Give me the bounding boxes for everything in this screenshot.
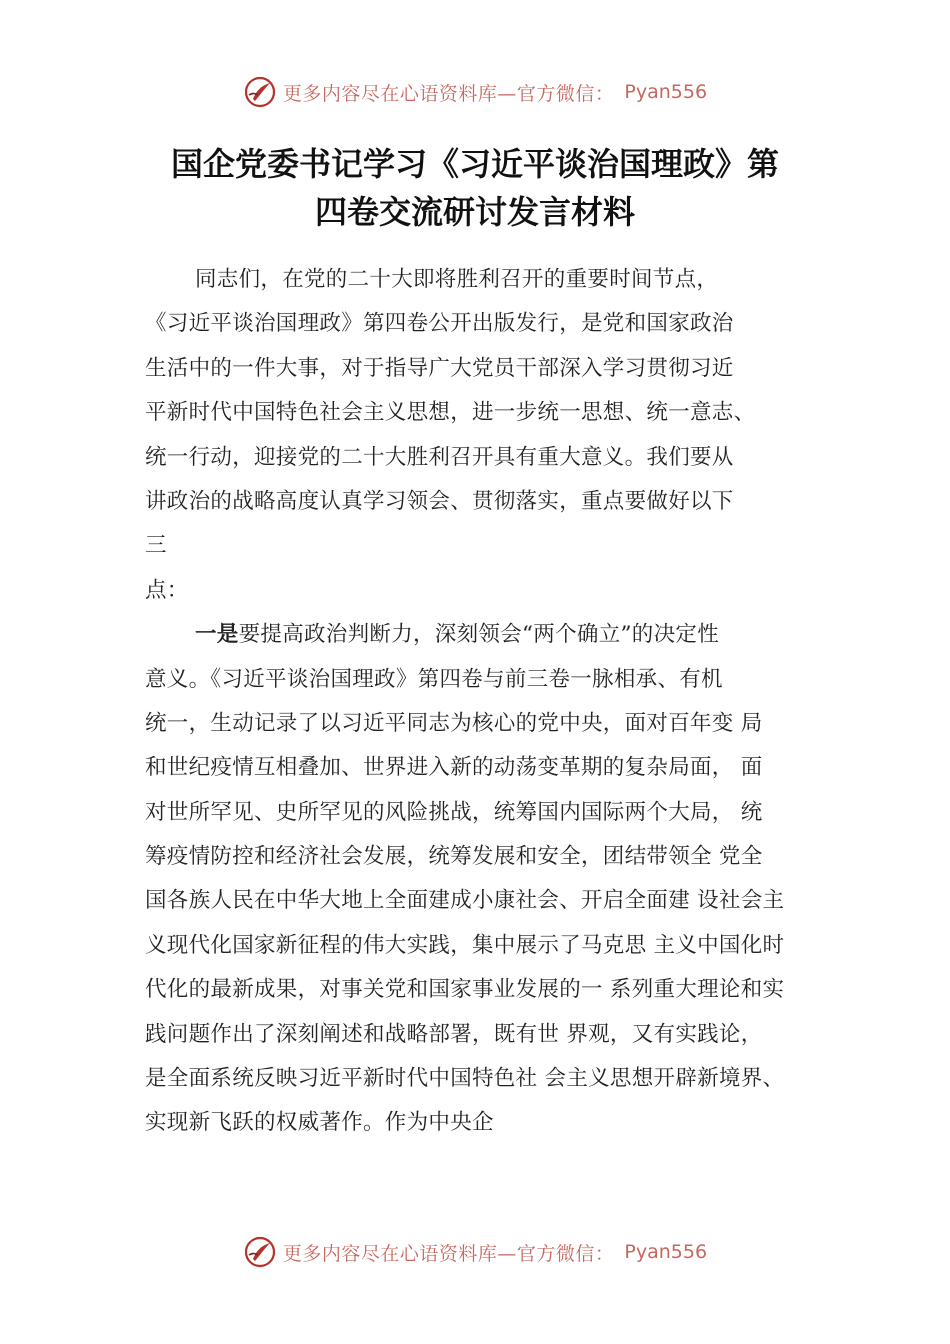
text-line: 是全面系统反映习近平新时代中国特色社 会主义思想开辟新境界、: [145, 1066, 785, 1092]
title-line-2: 四卷交流研讨发言材料: [314, 193, 635, 231]
banner-content: [243, 1235, 707, 1269]
text-line: 《习近平谈治国理政》第四卷公开出版发行，是党和国家政治: [145, 311, 734, 337]
logo-icon: [243, 1235, 277, 1269]
text-line: 代化的最新成果，对事关党和国家事业发展的一 系列重大理论和实: [145, 977, 785, 1003]
text-line: 同志们，在党的二十大即将胜利召开的重要时间节点，: [195, 267, 719, 292]
document-title: [140, 140, 810, 236]
footer-banner: [0, 1232, 950, 1272]
text-line: 和世纪疫情互相叠加、世界进入新的动荡变革期的复杂局面， 面: [145, 755, 763, 781]
text-line: [145, 613, 845, 657]
paragraph-1: [145, 258, 845, 613]
text-line: 三: [145, 533, 167, 559]
text-line: 点：: [145, 577, 189, 603]
text-span: 要提高政治判断力，深刻领会“两个确立”的决定性: [238, 622, 719, 648]
text-line: 生活中的一件大事，对于指导广大党员干部深入学习贯彻习近: [145, 355, 734, 381]
banner-text: 更多内容尽在心语资料库—官方微信：: [282, 82, 615, 105]
document-body: [145, 258, 845, 1146]
text-line: 对世所罕见、史所罕见的风险挑战，统筹国内国际两个大局， 统: [145, 799, 763, 825]
text-line: 义现代化国家新征程的伟大实践，集中展示了马克思 主义中国化时: [145, 932, 785, 958]
text-line: 讲政治的战略高度认真学习领会、贯彻落实，重点要做好以下: [145, 488, 734, 514]
text-line: 统一，生动记录了以习近平同志为核心的党中央，面对百年变 局: [145, 710, 763, 736]
text-line: 筹疫情防控和经济社会发展，统筹发展和安全，团结带领全 党全: [145, 844, 763, 870]
text-line: 平新时代中国特色社会主义思想，进一步统一思想、统一意志、: [145, 400, 756, 426]
paragraph-lead: 一是: [195, 622, 239, 648]
wechat-id: Pyan556: [624, 81, 708, 103]
title-line-1: 国企党委书记学习《习近平谈治国理政》第: [170, 145, 779, 183]
text-line: 国各族人民在中华大地上全面建成小康社会、开启全面建 设社会主: [145, 888, 785, 914]
banner-content: [243, 75, 707, 109]
paragraph-2: [145, 613, 845, 1146]
banner-text: 更多内容尽在心语资料库—官方微信：: [282, 1242, 615, 1265]
logo-icon: [243, 75, 277, 109]
header-banner: [0, 72, 950, 112]
text-line: 践问题作出了深刻阐述和战略部署，既有世 界观，又有实践论，: [145, 1021, 763, 1047]
text-line: 实现新飞跃的权威著作。作为中央企: [145, 1110, 494, 1136]
text-line: 意义。《习近平谈治国理政》第四卷与前三卷一脉相承、有机: [145, 666, 723, 692]
wechat-id: Pyan556: [624, 1241, 708, 1263]
text-line: 统一行动，迎接党的二十大胜利召开具有重大意义。我们要从: [145, 444, 734, 470]
